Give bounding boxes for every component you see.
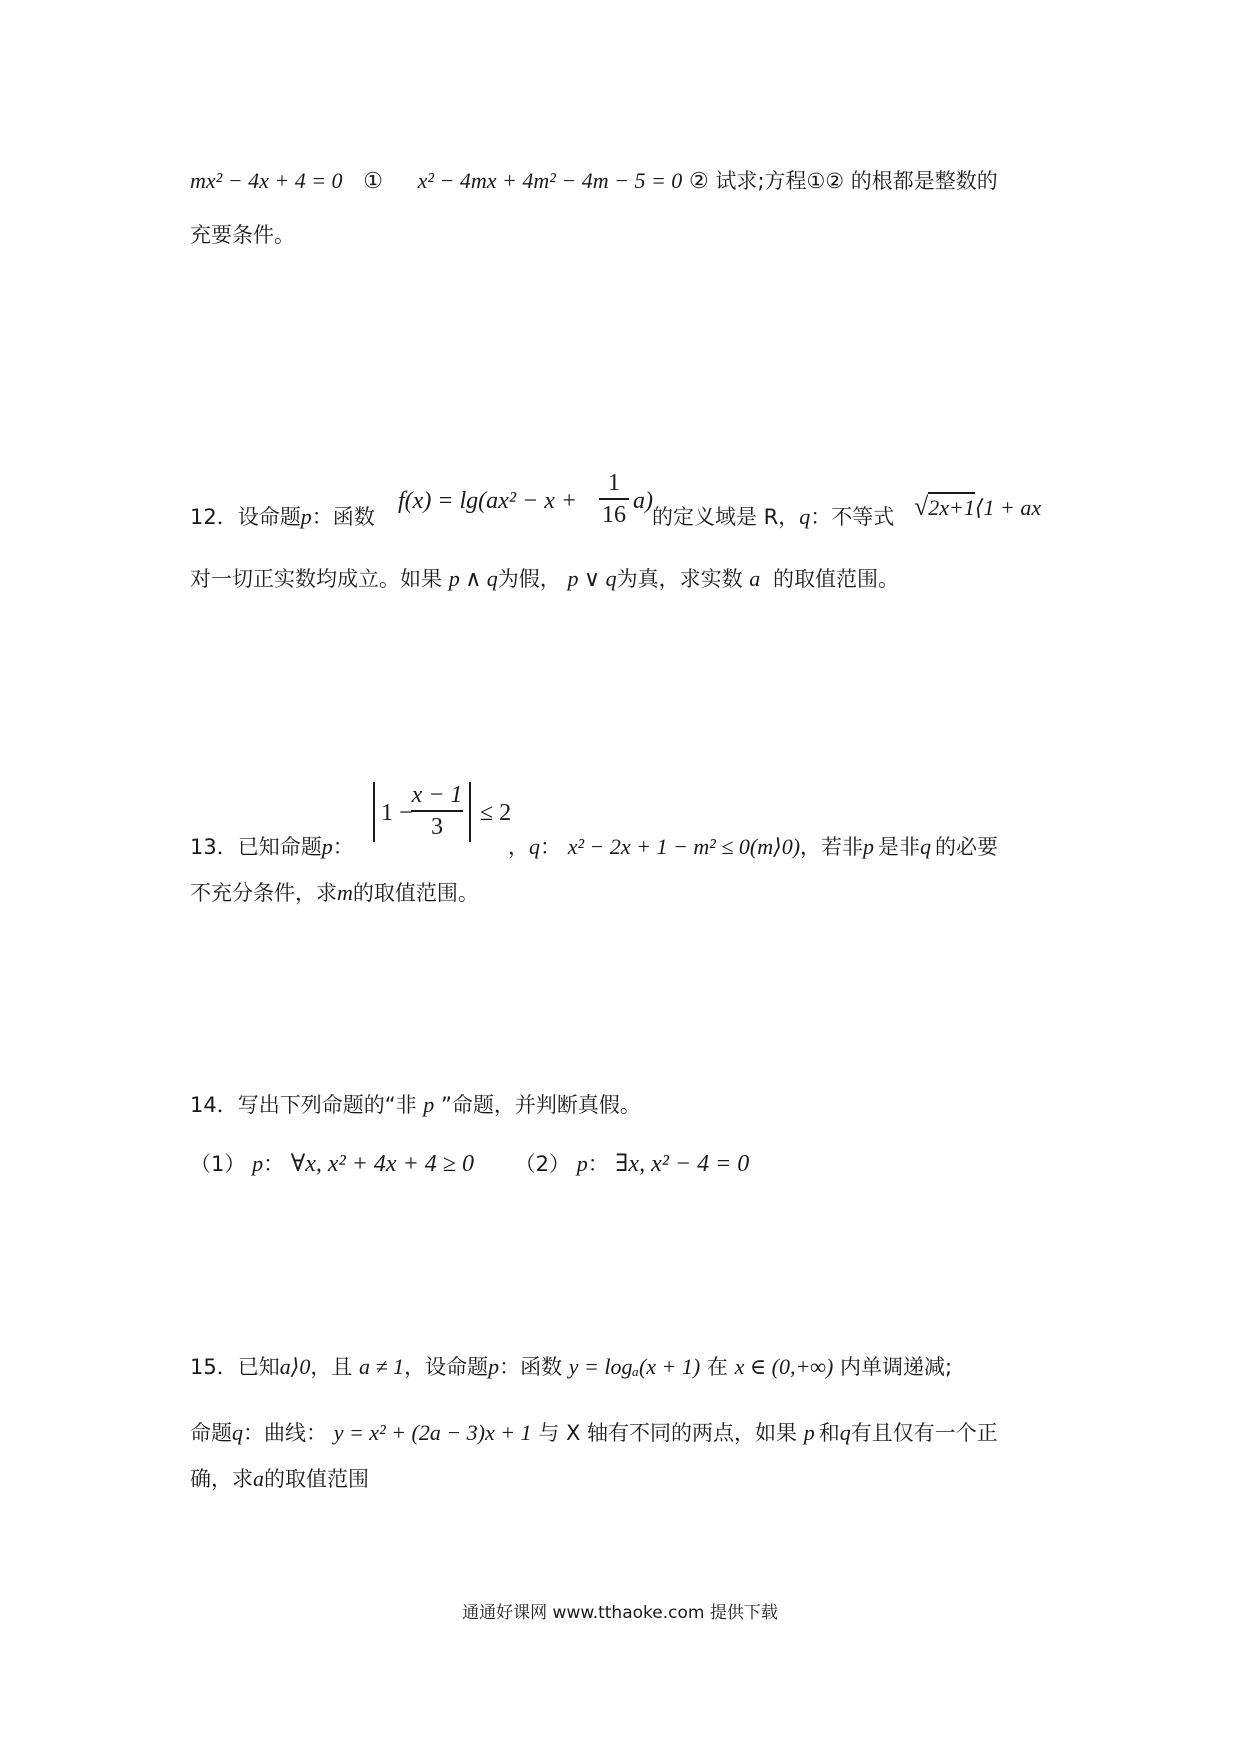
- q12-num: 12．设命题: [190, 505, 301, 529]
- q13-p: p: [321, 834, 333, 859]
- q15-log-expr: y = logₐ(x + 1): [568, 1354, 701, 1379]
- q13-le-two-wrap: [480, 800, 511, 827]
- q13-m-var: m: [337, 880, 353, 905]
- q12-line2-d: 的取值范围。: [772, 567, 899, 591]
- q13-text-c: 的必要: [935, 835, 999, 859]
- q14-item2-p: p: [576, 1151, 588, 1176]
- q13-abs-bar-left: [373, 782, 375, 842]
- q12-line2-c: 为真，求实数: [616, 567, 743, 591]
- q14-title-b: ”命题，并判断真假。: [440, 1093, 641, 1117]
- q15-q2: q: [839, 1420, 851, 1445]
- q13-colon1: ：: [332, 835, 354, 859]
- q15-line2-d: 和: [818, 1421, 840, 1445]
- q12-sqrt-icon: √: [914, 492, 929, 521]
- q12-text-mid: 的定义域是 R，: [652, 505, 800, 529]
- q11-text-b: 充要条件。: [190, 223, 295, 247]
- q15-text-a: ，且: [310, 1355, 353, 1379]
- q14-item1-p: p: [252, 1151, 264, 1176]
- q13-num: 13．已知命题: [190, 835, 322, 859]
- q14-items: [190, 1152, 749, 1176]
- q14-title: [190, 1094, 641, 1116]
- q13-abs-bar-right: [469, 782, 471, 842]
- q12-f-left: f(x) = lg(ax² − x +: [398, 488, 578, 514]
- q15-line2-b: ：曲线：: [243, 1421, 327, 1445]
- q13-colon2: ：: [540, 835, 561, 859]
- q11-text-a: 试求;方程①② 的根都是整数的: [715, 169, 998, 193]
- q13-abs-one: 1 −: [381, 800, 413, 826]
- q14-item1-expr: ∀x, x² + 4x + 4 ≥ 0: [290, 1151, 474, 1177]
- q15-text-d: 在: [706, 1355, 728, 1379]
- q14-item2-label: （2）: [514, 1152, 571, 1176]
- q15-a-ne1: a ≠ 1: [359, 1354, 405, 1379]
- q11-eq1: mx² − 4x + 4 = 0: [190, 168, 343, 193]
- q12-line2: [190, 568, 899, 590]
- q15-line2: [190, 1422, 998, 1444]
- q15-interval: x ∈ (0,+∞): [734, 1354, 834, 1379]
- q14-p: p: [423, 1092, 435, 1117]
- q12-ineq-left: 2x+1: [928, 492, 975, 520]
- q15-p: p: [488, 1354, 500, 1379]
- q13-line2-a: 不充分条件，求: [190, 881, 337, 905]
- q12-p: p: [300, 504, 312, 529]
- q15-line2-c: 与 X 轴有不同的两点，如果: [538, 1421, 798, 1445]
- q12-colon2: ：不等式: [810, 505, 895, 529]
- q12-f-right: a): [633, 488, 653, 514]
- q11-eq2: x² − 4mx + 4m² − 4m − 5 = 0: [417, 168, 683, 193]
- q13-frac-bar: [411, 810, 463, 812]
- q15-a-gt0: a⟩0: [279, 1354, 311, 1379]
- q15-line1: [190, 1356, 952, 1378]
- q12-inequality: [914, 492, 1041, 522]
- q13-text-a: ，若非: [800, 835, 864, 859]
- q13-ineq: x² − 2x + 1 − m² ≤ 0(m⟩0): [567, 834, 801, 859]
- q13-q: q: [529, 834, 540, 859]
- q13-q2: q: [920, 834, 932, 859]
- q15-text-b: ，设命题: [404, 1355, 489, 1379]
- q12-frac-num: 1: [608, 470, 620, 496]
- q14-item2-colon: ：: [587, 1152, 609, 1176]
- q14-item1-colon: ：: [263, 1152, 285, 1176]
- q12-ineq-right: ⟨1 + ax: [974, 495, 1042, 520]
- q12-frac-den: 16: [602, 502, 626, 529]
- q12-line2-a: 对一切正实数均成立。如果: [190, 567, 442, 591]
- q11-mark2: ②: [688, 168, 709, 193]
- q12-and-expr: p ∧ q: [448, 566, 498, 591]
- q12-colon1: ：函数: [311, 505, 375, 529]
- q15-text-c: ：函数: [499, 1355, 563, 1379]
- q11-line1: [190, 170, 998, 192]
- q13-le-two: ≤ 2: [480, 800, 512, 826]
- q11-mark1: ①: [363, 168, 383, 193]
- q14-item1-label: （1）: [190, 1152, 246, 1176]
- q13-abs-one-wrap: [381, 800, 413, 827]
- q15-text-e: 内单调递减;: [840, 1355, 953, 1379]
- page-footer: 通通好课网 www.tthaoke.com 提供下载: [462, 1603, 778, 1623]
- q12-fraction: [599, 470, 629, 529]
- q12-q: q: [799, 504, 811, 529]
- q15-line3: [190, 1468, 369, 1490]
- q13-line1: [190, 836, 354, 858]
- q15-line2-a: 命题: [190, 1421, 232, 1445]
- q12-a-var: a: [749, 566, 761, 591]
- q15-curve: y = x² + (2a − 3)x + 1: [333, 1420, 532, 1445]
- q13-line2-b: 的取值范围。: [352, 881, 479, 905]
- q15-q: q: [232, 1420, 243, 1445]
- q13-frac-num: x − 1: [411, 782, 463, 808]
- q12-line2-b: 为假，: [497, 567, 561, 591]
- q13-line2: [190, 882, 479, 904]
- q13-fraction: [411, 782, 463, 841]
- q12-line1: [190, 506, 375, 528]
- q13-line1-right: [508, 836, 998, 858]
- q12-function-formula: [398, 488, 577, 515]
- q15-p2: p: [803, 1420, 815, 1445]
- q13-text-b: 是非: [878, 835, 921, 859]
- q13-comma: ，: [508, 835, 529, 859]
- q12-or-expr: p ∨ q: [567, 566, 617, 591]
- q13-p2: p: [863, 834, 875, 859]
- q11-line2: [190, 225, 295, 246]
- q14-item2-expr: ∃x, x² − 4 = 0: [615, 1151, 750, 1177]
- q14-title-a: 14．写出下列命题的“非: [190, 1093, 417, 1117]
- q13-frac-den: 3: [431, 814, 443, 841]
- q12-frac-bar: [599, 498, 629, 500]
- q15-line3-a: 确，求: [190, 1467, 253, 1491]
- q12-line1-right: [652, 506, 894, 528]
- q15-num: 15．已知: [190, 1355, 280, 1379]
- q12-f-right-wrap: [633, 488, 653, 515]
- q15-line3-b: 的取值范围: [264, 1467, 369, 1491]
- q15-a-var: a: [253, 1466, 264, 1491]
- q15-line2-e: 有且仅有一个正: [850, 1421, 998, 1445]
